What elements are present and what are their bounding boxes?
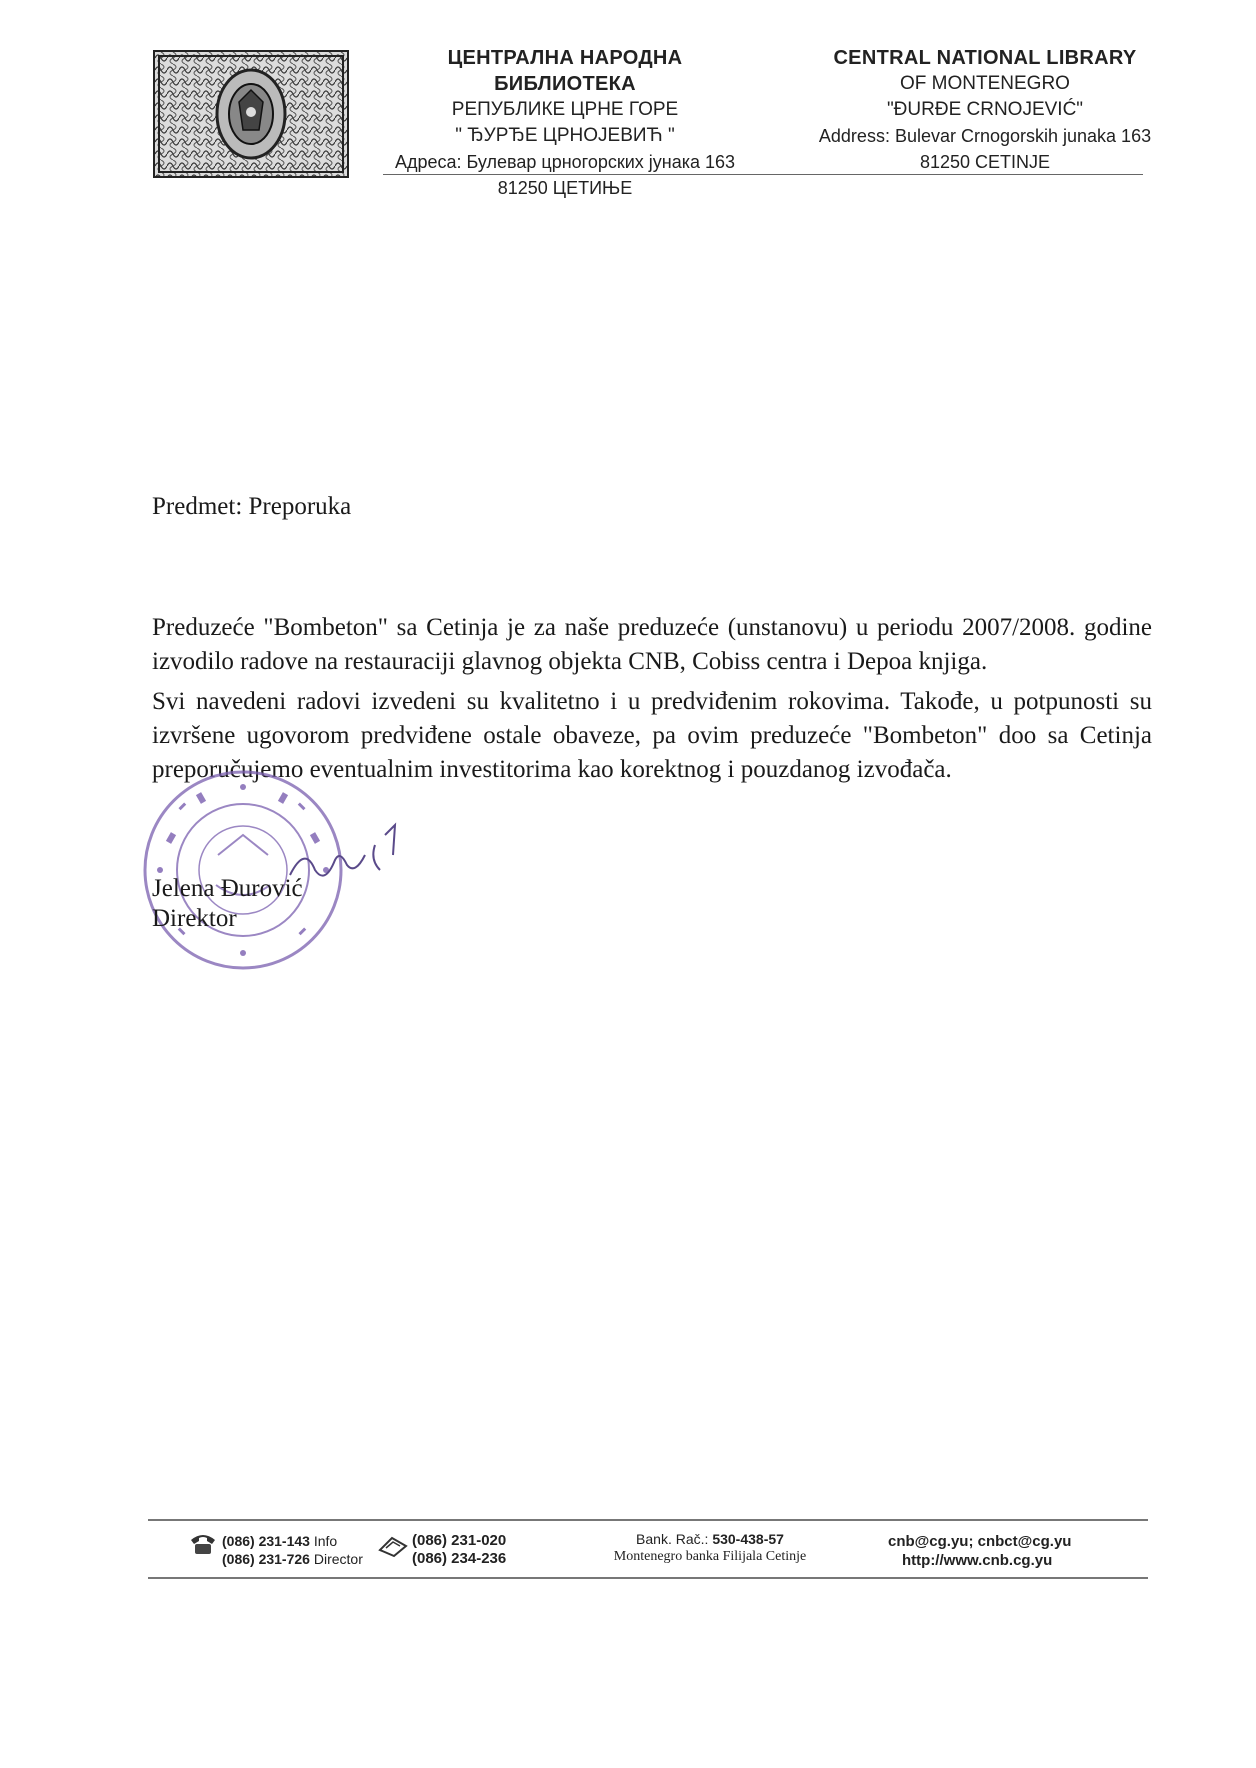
fax-number-1: (086) 231-020: [412, 1532, 507, 1549]
fax-number-2: (086) 234-236: [412, 1550, 507, 1567]
bank-account-number: 530-438-57: [712, 1531, 784, 1547]
country-cyrillic: РЕПУБЛИКЕ ЦРНЕ ГОРЕ: [451, 99, 679, 120]
institution-name-cyrillic: ЦЕНТРАЛНА НАРОДНА БИБЛИОТЕКА: [447, 47, 683, 95]
footer-divider-bottom: [148, 1577, 1148, 1579]
letter-subject: Predmet: Preporuka: [152, 493, 352, 520]
institution-name-latin: CENTRAL NATIONAL LIBRARY: [833, 47, 1137, 69]
website-url: http://www.cnb.cg.yu: [902, 1552, 1053, 1569]
telephone-icon: [188, 1530, 218, 1556]
letter-paragraph-1: Preduzeće "Bombeton" sa Cetinja je za naše preduzeće (unstanovu) u periodu 2007/2008. godine izvodilo radove na restauraciji glavnog objekta CNB, Cobiss centra i Depoa knjiga.: [152, 614, 1152, 675]
letterhead-divider: [383, 174, 1143, 175]
footer-divider-top: [148, 1519, 1148, 1521]
phone-director-label: Director: [313, 1551, 363, 1567]
phone-info: [222, 1532, 337, 1550]
postal-city-latin: 81250 CETINJE: [919, 152, 1051, 172]
handwritten-signature: [285, 815, 405, 895]
bank-account-label: Bank. Rač.:: [636, 1531, 709, 1547]
bank-name: Montenegro banka Filijala Cetinje: [613, 1549, 807, 1564]
phone-director: [222, 1550, 363, 1568]
bank-info: [560, 1530, 860, 1566]
signatory-title: Direktor: [152, 905, 237, 932]
signature-scribble-icon: [285, 815, 405, 895]
email-addresses: cnb@cg.yu; cnbct@cg.yu: [888, 1533, 1072, 1550]
fax-icon: [378, 1532, 408, 1558]
country-latin: OF MONTENEGRO: [900, 73, 1070, 94]
ornament-emblem-icon: [155, 52, 347, 176]
letter-paragraph-2: Svi navedeni radovi izvedeni su kvalitetno i u predviđenim rokovima. Takođe, u potpunosti su izvršene ugovorom predviđene ostale obaveze, pa ovim preduzeće "Bombeton" doo sa Cetinja preporučujemo eventualnim investitorima kao korektnog i pouzdanog izvođača.: [152, 688, 1152, 783]
phone-info-label: Info: [313, 1533, 338, 1549]
library-name-latin: "ĐURĐE CRNOJEVIĆ": [886, 99, 1084, 120]
address-cyrillic: Адреса: Булевар црногорских јунака 163: [394, 152, 736, 172]
postal-city-cyrillic: 81250 ЦЕТИЊЕ: [497, 178, 633, 198]
address-latin: Address: Bulevar Crnogorskih junaka 163: [818, 126, 1152, 146]
letterhead-cyrillic: [375, 45, 755, 201]
signatory-name: Jelena Đurović: [152, 875, 303, 902]
phone-director-number: (086) 231-726: [222, 1551, 310, 1567]
letterhead-latin: [795, 45, 1175, 175]
library-logo: [153, 50, 349, 178]
library-name-cyrillic: " ЂУРЂЕ ЦРНОЈЕВИЋ ": [455, 125, 675, 146]
phone-info-number: (086) 231-143: [222, 1533, 310, 1549]
